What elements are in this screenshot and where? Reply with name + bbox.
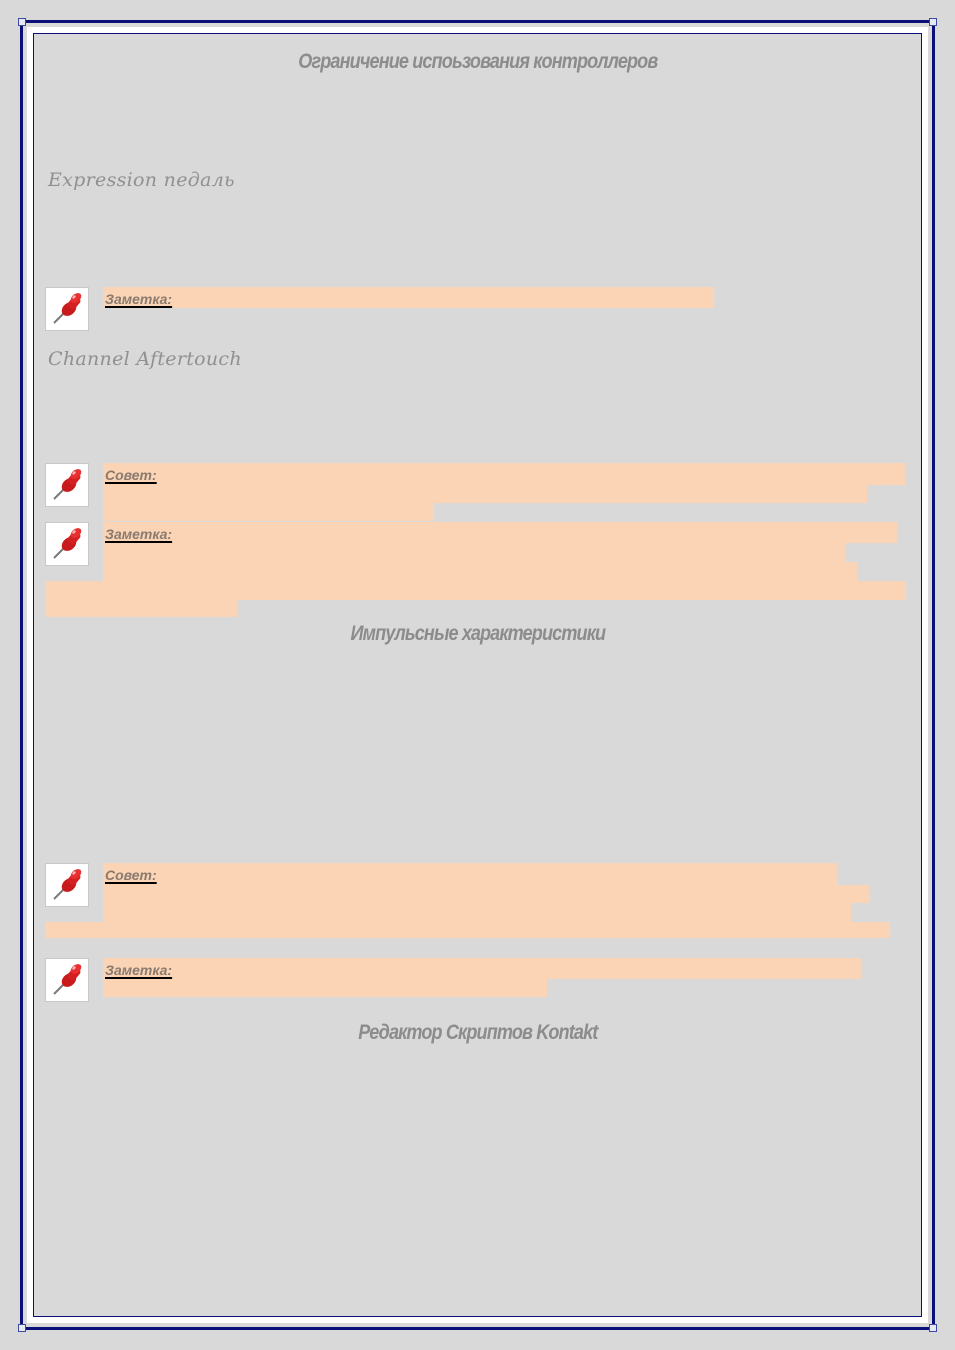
tip-highlight	[45, 922, 890, 938]
tip-label: Совет:	[105, 467, 157, 483]
tip-highlight	[103, 463, 905, 485]
border-corner-ornament	[929, 1324, 937, 1332]
note-label: Заметка:	[105, 291, 173, 307]
note-highlight	[103, 287, 714, 308]
note-highlight	[103, 562, 857, 581]
pushpin-icon	[45, 958, 89, 1002]
tip-label: Совет:	[105, 867, 157, 883]
border-corner-ornament	[18, 18, 26, 26]
note-highlight	[103, 979, 547, 997]
note-highlight	[103, 522, 897, 543]
note-label: Заметка:	[105, 962, 173, 978]
border-corner-ornament	[18, 1324, 26, 1332]
pushpin-icon	[45, 522, 89, 566]
subheading-expression-pedal: Expression педаль	[48, 169, 235, 191]
section-heading-script-editor: Редактор Скриптов Kontakt	[358, 1021, 598, 1044]
tip-highlight	[103, 485, 867, 503]
note-highlight	[103, 958, 861, 979]
pushpin-icon	[45, 463, 89, 507]
tip-highlight	[103, 863, 838, 885]
tip-highlight	[103, 903, 851, 922]
pushpin-icon	[45, 863, 89, 907]
subheading-channel-aftertouch: Channel Aftertouch	[48, 348, 242, 370]
border-corner-ornament	[929, 18, 937, 26]
section-heading-controllers: Ограничение испоьзования контроллеров	[298, 50, 658, 73]
page-border-inner	[33, 33, 922, 1317]
note-highlight	[45, 581, 906, 600]
tip-highlight	[103, 503, 434, 521]
note-highlight	[103, 543, 846, 562]
section-heading-impulse-responses: Импульсные характеристики	[350, 622, 606, 645]
note-highlight	[45, 600, 237, 617]
pushpin-icon	[45, 287, 89, 331]
tip-highlight	[103, 885, 870, 903]
note-label: Заметка:	[105, 526, 173, 542]
